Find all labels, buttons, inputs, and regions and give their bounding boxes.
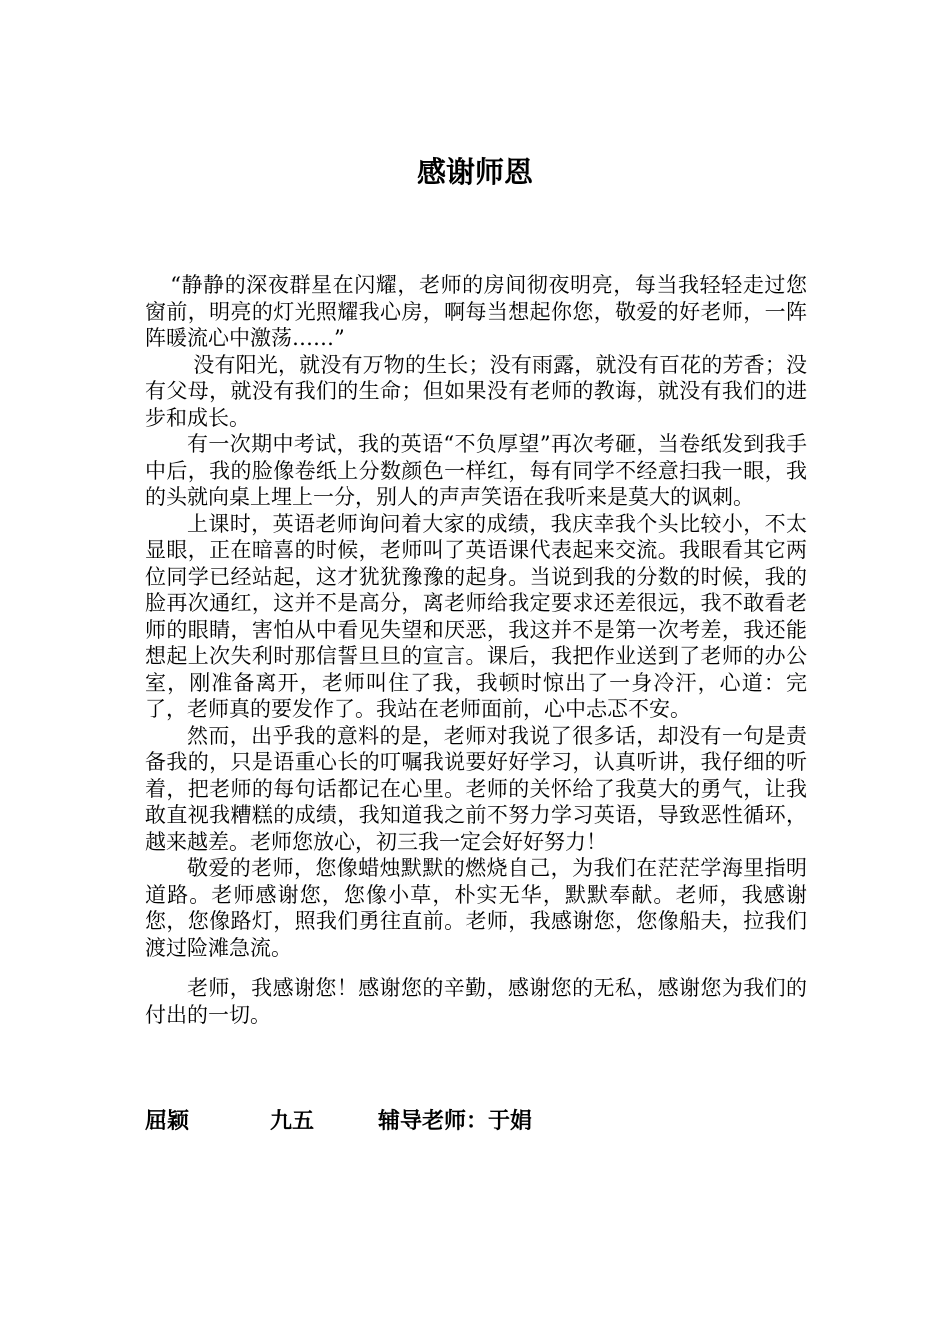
paragraph-6: 敬爱的老师，您像蜡烛默默的燃烧自己，为我们在茫茫学海里指明道路。老师感谢您，您像小草，朴实无华，默默奉献。老师，我感谢您，您像路灯，照我们勇往直前。老师，我感谢您，您像船夫，拉我们渡过险滩急流。 (145, 856, 807, 960)
paragraph-4: 上课时，英语老师询问着大家的成绩，我庆幸我个头比较小，不太显眼，正在暗喜的时候，老师叫了英语课代表起来交流。我眼看其它两位同学已经站起，这才犹犹豫豫的起身。当说到我的分数的时候，我的脸再次通红，这并不是高分，离老师给我定要求还差很远，我不敢看老师的眼睛，害怕从中看见失望和厌恶，我这并不是第一次考差，我还能想起上次失利时那信誓旦旦的宣言。课后，我把作业送到了老师的办公室，刚准备离开，老师叫住了我，我顿时惊出了一身冷汗，心道：完了，老师真的要发作了。我站在老师面前，心中忐忑不安。 (145, 511, 807, 721)
paragraph-5: 然而，出乎我的意料的是，老师对我说了很多话，却没有一句是责备我的，只是语重心长的叮嘱我说要好好学习，认真听讲，我仔细的听着，把老师的每句话都记在心里。老师的关怀给了我莫大的勇气，让我敢直视我糟糕的成绩，我知道我之前不努力学习英语，导致恶性循环，越来越差。老师您放心，初三我一定会好好努力！ (145, 723, 807, 854)
document-body (145, 272, 807, 1028)
class-name: 九五 (270, 1109, 315, 1134)
paragraph-7: 老师，我感谢您！感谢您的辛勤，感谢您的无私，感谢您为我们的付出的一切。 (145, 976, 807, 1027)
paragraph-3: 有一次期中考试，我的英语“不负厚望”再次考砸，当卷纸发到我手中后，我的脸像卷纸上分数颜色一样红，每有同学不经意扫我一眼，我的头就向桌上埋上一分，别人的声声笑语在我听来是莫大的讽刺。 (145, 432, 807, 509)
signature-line (145, 1104, 532, 1135)
paragraph-2: 没有阳光，就没有万物的生长；没有雨露，就没有百花的芳香；没有父母，就没有我们的生命；但如果没有老师的教诲，就没有我们的进步和成长。 (145, 352, 807, 430)
author-name: 屈颖 (145, 1109, 190, 1134)
document-title: 感谢师恩 (416, 155, 533, 189)
paragraph-1: “静静的深夜群星在闪耀，老师的房间彻夜明亮，每当我轻轻走过您窗前，明亮的灯光照耀我心房，啊每当想起你您，敬爱的好老师，一阵阵暖流心中激荡……” (145, 273, 807, 350)
advisor-name: 辅导老师：于娟 (378, 1109, 533, 1134)
